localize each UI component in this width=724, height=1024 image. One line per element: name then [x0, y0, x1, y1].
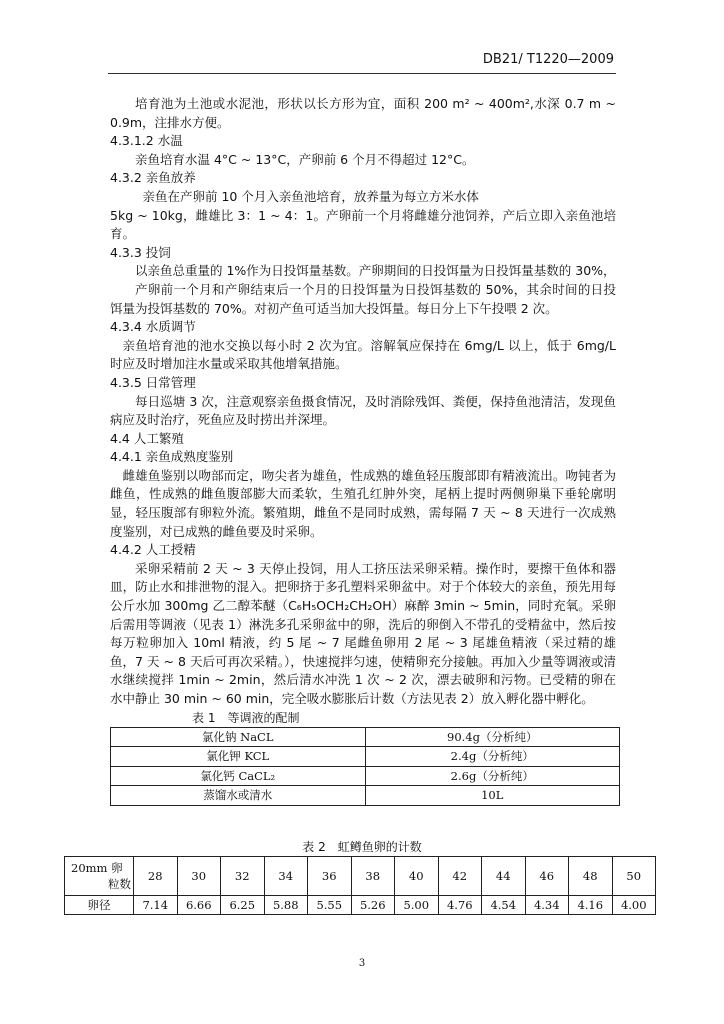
table-cell: 5.88: [264, 896, 308, 915]
table-cell: 氯化钠 NaCL: [111, 727, 366, 747]
paragraph-water-temp: 亲鱼培育水温 4°C ~ 13°C，产卵前 6 个月不得超过 12°C。: [135, 151, 475, 167]
table-cell: 10L: [365, 786, 620, 806]
heading-4-4-1: 4.4.1 亲鱼成熟度鉴别: [110, 449, 234, 465]
paragraph-maturity: 雌雄鱼鉴别以吻部而定，吻尖者为雄鱼，性成熟的雄鱼轻压腹部即有精液流出。吻钝者为雌鱼，性成熟的雌鱼腹部膨大而柔软，生殖孔红肿外突，尾柄上提时两侧卵巢下垂轮廓明显，轻压腹部有卵粒外流。繁殖期，雌鱼不是同时成熟，需每隔 7 天 ~ 8 天进行一次成熟度鉴别，对已成熟的雌鱼要及时采卵。: [110, 467, 616, 539]
table-cell: 5.00: [395, 896, 439, 915]
table-cell: 4.34: [525, 896, 569, 915]
header-rule: [108, 73, 616, 74]
table-cell: 6.25: [221, 896, 265, 915]
heading-4-3-3: 4.3.3 投饲: [110, 244, 171, 260]
table-row: [111, 727, 620, 747]
table-cell: 38: [351, 857, 395, 896]
paragraph-fertilization: 采卵采精前 2 天 ~ 3 天停止投饲，用人工挤压法采卵采精。操作时，要擦干鱼体和器皿，防止水和排泄物的混入。把卵挤于多孔塑料采卵盆中。对于个体较大的亲鱼，预先用每公斤水加 300mg 乙二醇苯醚（C₆H₅OCH₂CH₂OH）麻醉 3min ~ 5min，同时充氧。采卵后需用等调液（见表 1）淋洗多孔采卵盆中的卵，洗后的卵倒入不带孔的受精盆中，然后按每万粒卵加入 10ml 精液，约 5 尾 ~ 7 尾雌鱼卵用 2 尾 ~ 3 尾雄鱼精液（采过精的雄鱼，7 天 ~ 8 天后可再次采精。），快速搅拌匀速，使精卵充分接触。再加入少量等调液或清水继续搅拌 1min ~ 2min，然后清水冲洗 1 次 ~ 2 次，漂去破卵和污物。已受精的卵在水中静止 30 min ~ 60 min，完全吸水膨胀后计数（方法见表 2）放入孵化器中孵化。: [110, 560, 616, 706]
table-row: [65, 857, 656, 896]
table-cell: 46: [525, 857, 569, 896]
table-cell: 28: [134, 857, 178, 896]
table-cell: 48: [569, 857, 613, 896]
table1-caption: 表 1 等调液的配制: [192, 710, 300, 725]
heading-4-3-2: 4.3.2 亲鱼放养: [110, 170, 196, 186]
corner-bottom-label: 粒数: [108, 877, 131, 891]
table-cell: 2.6g（分析纯）: [365, 766, 620, 786]
paragraph-feeding-a: 以亲鱼总重量的 1%作为日投饵量基数。产卵期间的日投饵量为日投饵量基数的 30%，: [135, 263, 616, 279]
table-cell: 6.66: [177, 896, 221, 915]
table-cell: 90.4g（分析纯）: [365, 727, 620, 747]
paragraph-daily-management: 每日巡塘 3 次，注意观察亲鱼摄食情况，及时消除残饵、粪便，保持鱼池清洁，发现鱼病应及时治疗，死鱼应及时捞出并深埋。: [110, 393, 616, 428]
table-cell: 5.55: [308, 896, 352, 915]
heading-4-3-4: 4.3.4 水质调节: [110, 319, 196, 335]
table-cell: 36: [308, 857, 352, 896]
page-number: 3: [358, 958, 366, 969]
table-cell: 5.26: [351, 896, 395, 915]
table-row: [111, 747, 620, 767]
table-cell: 2.4g（分析纯）: [365, 747, 620, 767]
standard-code: DB21/ T1220—2009: [482, 52, 614, 67]
table1: [110, 727, 620, 806]
paragraph-feeding-b: 产卵前一个月和产卵结束后一个月的日投饵量为日投饵基数的 50%，其余时间的日投饵量为投饵基数的 70%。对初产鱼可适当加大投饵量。每日分上下午投喂 2 次。: [110, 281, 616, 316]
table-cell: 4.16: [569, 896, 613, 915]
table-cell: 4.76: [438, 896, 482, 915]
table-cell: 44: [482, 857, 526, 896]
paragraph-stocking-a: 亲鱼在产卵前 10 个月入亲鱼池培育，放养量为每立方米水体: [142, 188, 479, 204]
corner-top-label: 20mm 卵: [71, 861, 123, 875]
table-cell: 4.00: [612, 896, 656, 915]
table-cell: 42: [438, 857, 482, 896]
table-cell: 50: [612, 857, 656, 896]
table-row-label: 卵径: [65, 896, 134, 915]
table2: [64, 856, 656, 915]
table2-caption: 表 2 虹鳟鱼卵的计数: [302, 840, 422, 854]
table-cell: 40: [395, 857, 439, 896]
table-cell: 蒸馏水或清水: [111, 786, 366, 806]
paragraph-stocking-b: 5kg ~ 10kg，雌雄比 3：1 ~ 4：1。产卵前一个月将雌雄分池饲养，产后立即入亲鱼池培育。: [110, 207, 616, 242]
table-cell: 7.14: [134, 896, 178, 915]
heading-4-3-1-2: 4.3.1.2 水温: [110, 133, 183, 149]
paragraph-pond: 培育池为土池或水泥池，形状以长方形为宜，面积 200 m² ~ 400m²,水深 0.7 m ~ 0.9m，注排水方便。: [110, 96, 616, 130]
document-body: [110, 95, 616, 806]
table-cell: 34: [264, 857, 308, 896]
table-cell: 氯化钾 KCL: [111, 747, 366, 767]
paragraph-water-quality: 亲鱼培育池的池水交换以每小时 2 次为宜。溶解氧应保持在 6mg/L 以上，低于 6mg/L 时应及时增加注水量或采取其他增氧措施。: [110, 337, 616, 372]
table-row: [111, 786, 620, 806]
table-row: [65, 896, 656, 915]
table-cell: 氯化钙 CaCL₂: [111, 766, 366, 786]
table-row: [111, 766, 620, 786]
table-corner-cell: [65, 857, 134, 896]
heading-4-4-2: 4.4.2 人工授精: [110, 542, 196, 558]
table-cell: 30: [177, 857, 221, 896]
heading-4-4: 4.4 人工繁殖: [110, 430, 184, 446]
table-cell: 4.54: [482, 896, 526, 915]
table-cell: 32: [221, 857, 265, 896]
heading-4-3-5: 4.3.5 日常管理: [110, 374, 196, 390]
